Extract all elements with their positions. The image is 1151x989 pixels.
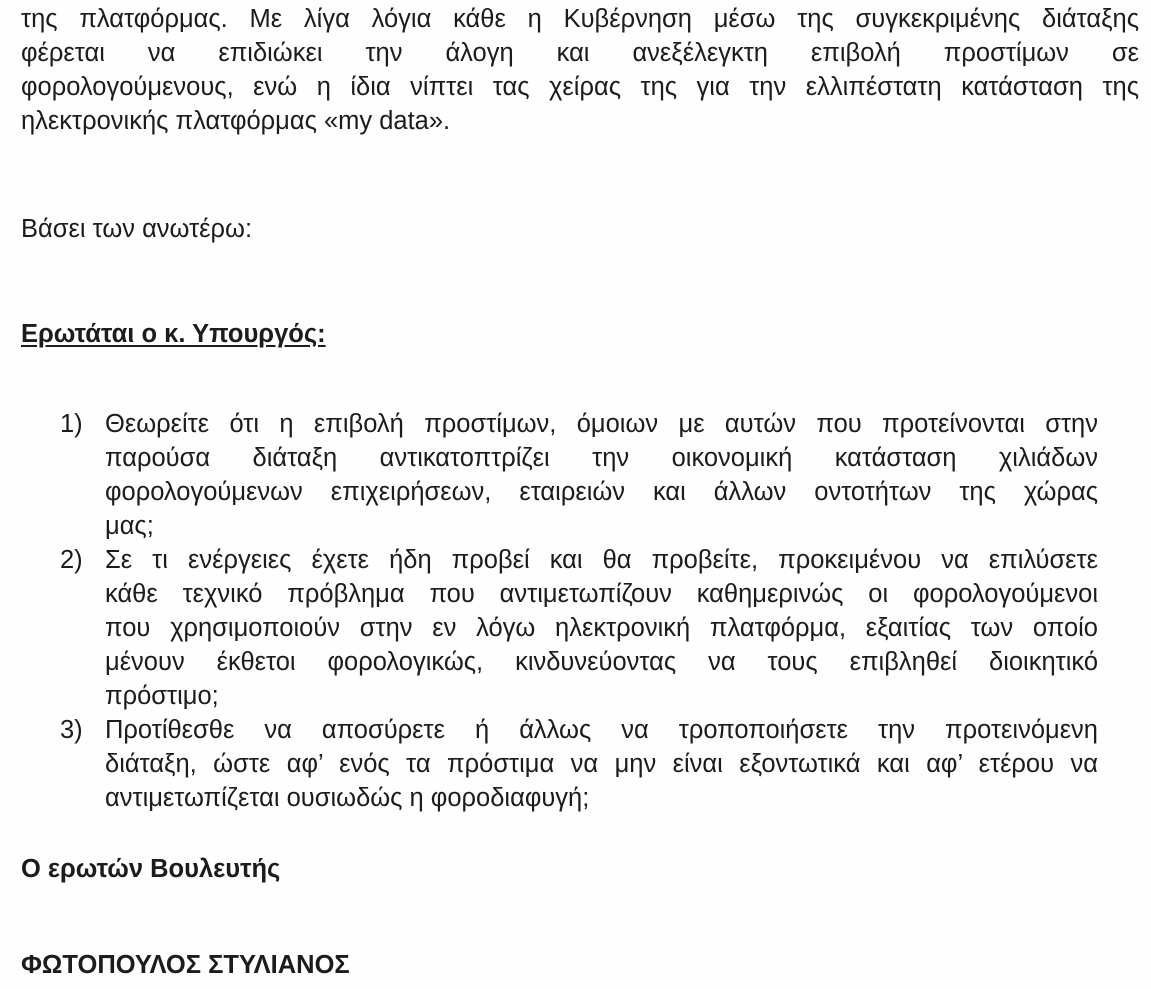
question-number: 1): [60, 410, 83, 438]
based-on-text: Βάσει των ανωτέρω:: [21, 215, 253, 243]
question-line: φορολογούμενων επιχειρήσεων, εταιρειών και άλλων οντοτήτων της χώρας: [105, 478, 1098, 506]
intro-line: της πλατφόρμας. Με λίγα λόγια κάθε η Κυβέρνηση μέσω της συγκεκριμένης διάταξης: [21, 5, 1139, 33]
question-line: που χρησιμοποιούν στην εν λόγω ηλεκτρονική πλατφόρμα, εξαιτίας των οποίο: [105, 614, 1098, 642]
question-item: [60, 713, 1098, 815]
signer-title: Ο ερωτών Βουλευτής: [21, 855, 281, 883]
question-line: Θεωρείτε ότι η επιβολή προστίμων, όμοιων με αυτών που προτείνονται στην: [105, 410, 1098, 438]
intro-line: ηλεκτρονικής πλατφόρμας «my data».: [21, 107, 451, 135]
intro-line: φορολογούμενους, ενώ η ίδια νίπτει τας χείρας της για την ελλιπέστατη κατάσταση της: [21, 73, 1139, 101]
intro-paragraph: [21, 2, 1139, 138]
question-item: [60, 407, 1098, 543]
question-line: κάθε τεχνικό πρόβλημα που αντιμετωπίζουν καθημερινώς οι φορολογούμενοι: [105, 580, 1098, 608]
question-line: πρόστιμο;: [105, 682, 219, 710]
signer-name: ΦΩΤΟΠΟΥΛΟΣ ΣΤΥΛΙΑΝΟΣ: [21, 951, 350, 979]
question-number: 2): [60, 546, 83, 574]
question-item: [60, 543, 1098, 713]
question-line: αντιμετωπίζεται ουσιωδώς η φοροδιαφυγή;: [105, 784, 590, 812]
questions-list: [60, 407, 1098, 815]
question-line: Προτίθεσθε να αποσύρετε ή άλλως να τροποποιήσετε την προτεινόμενη: [105, 716, 1098, 744]
question-number: 3): [60, 716, 83, 744]
question-line: Σε τι ενέργειες έχετε ήδη προβεί και θα προβείτε, προκειμένου να επιλύσετε: [105, 546, 1098, 574]
question-line: παρούσα διάταξη αντικατοπτρίζει την οικονομική κατάσταση χιλιάδων: [105, 444, 1098, 472]
question-line: μένουν έκθετοι φορολογικώς, κινδυνεύοντας να τους επιβληθεί διοικητικό: [105, 648, 1098, 676]
question-line: μας;: [105, 512, 154, 540]
question-line: διάταξη, ώστε αφ’ ενός τα πρόστιμα να μην είναι εξοντωτικά και αφ’ ετέρου να: [105, 750, 1098, 778]
intro-line: φέρεται να επιδιώκει την άλογη και ανεξέλεγκτη επιβολή προστίμων σε: [21, 39, 1139, 67]
question-heading: Ερωτάται ο κ. Υπουργός:: [21, 320, 326, 348]
